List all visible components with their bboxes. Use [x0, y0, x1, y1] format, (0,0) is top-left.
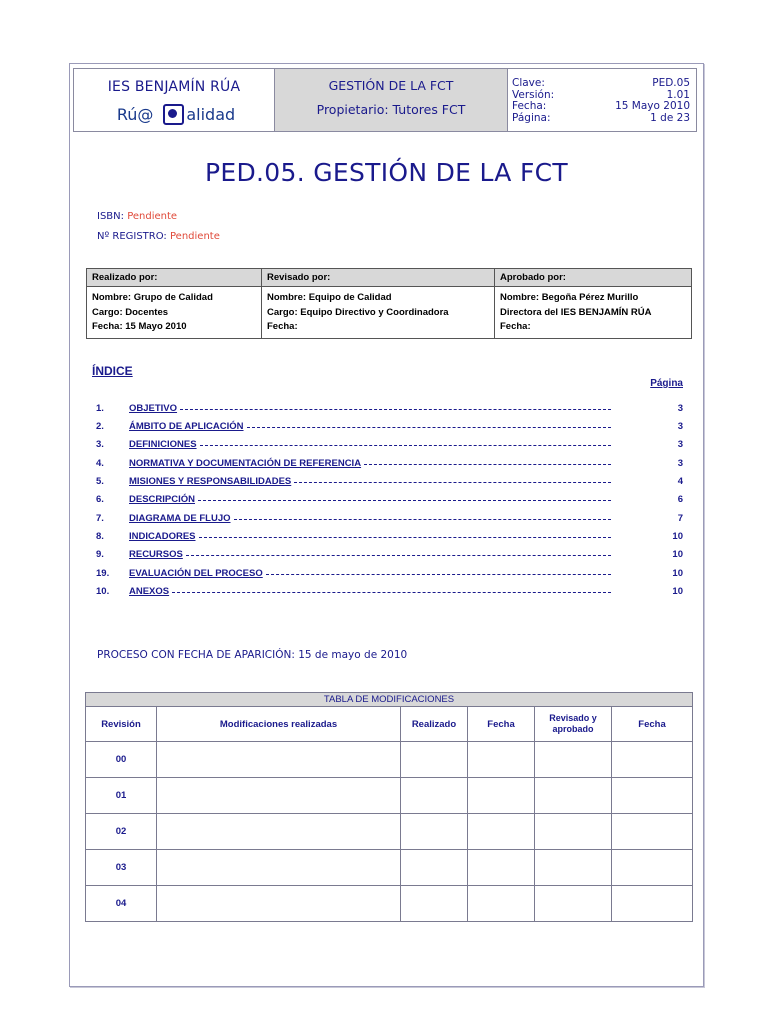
table-row: [86, 778, 693, 814]
modifications-caption: TABLA DE MODIFICACIONES: [86, 693, 693, 707]
revisado-cell: [262, 287, 495, 339]
index-item-page: 10: [672, 567, 683, 579]
info-row-pagina: [512, 113, 690, 125]
index-item-page: 6: [677, 493, 683, 505]
index-item-leader: [180, 409, 611, 410]
realizado-cell: [401, 886, 468, 922]
realizado-nombre: Nombre: Grupo de Calidad: [92, 292, 213, 303]
index-item-link[interactable]: RECURSOS: [129, 548, 183, 560]
info-value: PED.05: [652, 77, 690, 89]
index-page-header: Página: [650, 378, 683, 389]
col-revisado-aprobado: Revisado y aprobado: [535, 707, 612, 742]
fecha-cell: [468, 886, 535, 922]
index-item[interactable]: [96, 401, 683, 415]
index-item-link[interactable]: DESCRIPCIÓN: [129, 493, 195, 505]
index-item-leader: [172, 592, 611, 593]
process-name: GESTIÓN DE LA FCT: [328, 78, 454, 93]
document-page: [69, 63, 704, 987]
col-modificaciones: Modificaciones realizadas: [157, 707, 401, 742]
process-date: PROCESO CON FECHA DE APARICIÓN: 15 de mayo de 2010: [97, 649, 408, 661]
index-item-number: 19.: [96, 567, 110, 579]
index-item-leader: [247, 427, 611, 428]
info-label: Fecha:: [512, 100, 547, 112]
info-value: 1.01: [666, 88, 690, 101]
index-item[interactable]: [96, 566, 683, 580]
info-label: Clave:: [512, 77, 545, 89]
index-item-link[interactable]: ANEXOS: [129, 585, 170, 597]
modifications-table: [85, 692, 693, 922]
index-item-leader: [200, 445, 611, 446]
index-item-page: 3: [677, 438, 683, 450]
revision-number: 01: [86, 778, 157, 814]
index-item-link[interactable]: NORMATIVA Y DOCUMENTACIÓN DE REFERENCIA: [129, 457, 362, 469]
aprobado-fecha: Fecha:: [500, 321, 531, 332]
registro-label: Nº REGISTRO:: [97, 231, 167, 242]
index-item[interactable]: [96, 492, 683, 506]
fecha-cell: [468, 778, 535, 814]
modifications-header-row: [86, 707, 693, 742]
index-item-number: 1.: [96, 402, 104, 414]
index-item-page: 4: [677, 475, 683, 487]
revision-number: 04: [86, 886, 157, 922]
index-item[interactable]: [96, 584, 683, 598]
aprobado-cell: [535, 850, 612, 886]
index-item-page: 10: [672, 530, 683, 542]
index-item-page: 7: [677, 512, 683, 524]
index-item[interactable]: [96, 529, 683, 543]
document-title: PED.05. GESTIÓN DE LA FCT: [205, 158, 568, 187]
index-item-number: 10.: [96, 585, 110, 597]
process-owner: Propietario: Tutores FCT: [316, 102, 466, 117]
index-item-leader: [234, 519, 611, 520]
index-item-leader: [199, 537, 611, 538]
modifications-caption-row: [86, 693, 693, 707]
isbn-value: Pendiente: [127, 211, 178, 222]
aprobado-cell: [535, 778, 612, 814]
index-item-leader: [294, 482, 611, 483]
index-item-link[interactable]: ÁMBITO DE APLICACIÓN: [129, 420, 244, 432]
index-item[interactable]: [96, 547, 683, 561]
header-info-cell: [508, 69, 696, 131]
index-item-number: 2.: [96, 420, 104, 432]
aprobado-cell: [535, 742, 612, 778]
index-item-number: 7.: [96, 512, 104, 524]
header-revisado: Revisado por:: [262, 269, 495, 287]
table-row: [86, 742, 693, 778]
fecha-cell: [468, 742, 535, 778]
fecha-cell: [612, 742, 693, 778]
index-item-page: 3: [677, 402, 683, 414]
index-item-leader: [266, 574, 611, 575]
index-item-link[interactable]: OBJETIVO: [129, 402, 178, 414]
index-item-leader: [198, 500, 611, 501]
realizado-fecha: Fecha: 15 Mayo 2010: [92, 321, 187, 332]
fecha-cell: [612, 814, 693, 850]
realizado-cell: [401, 778, 468, 814]
index-item-page: 3: [677, 420, 683, 432]
modificacion-cell: [157, 778, 401, 814]
index-item-number: 5.: [96, 475, 104, 487]
col-fecha: Fecha: [468, 707, 535, 742]
registro-value: Pendiente: [170, 231, 220, 242]
aprobado-cell: [535, 886, 612, 922]
isbn-line: [97, 211, 177, 222]
table-row: [86, 886, 693, 922]
revisado-cargo: Cargo: Equipo Directivo y Coordinadora: [267, 306, 449, 318]
revision-number: 03: [86, 850, 157, 886]
revision-number: 00: [86, 742, 157, 778]
modificacion-cell: [157, 742, 401, 778]
index-item-link[interactable]: MISIONES Y RESPONSABILIDADES: [129, 475, 292, 487]
realizado-cargo: Cargo: Docentes: [92, 306, 169, 318]
index-item[interactable]: [96, 437, 683, 451]
revision-number: 02: [86, 814, 157, 850]
modificacion-cell: [157, 886, 401, 922]
table-row: [86, 814, 693, 850]
col-realizado: Realizado: [401, 707, 468, 742]
col-fecha-2: Fecha: [612, 707, 693, 742]
fecha-cell: [612, 778, 693, 814]
document-header: [73, 68, 697, 132]
realizado-cell: [87, 287, 262, 339]
index-item-number: 6.: [96, 493, 104, 505]
realizado-cell: [401, 850, 468, 886]
calidad-logo: [96, 99, 256, 129]
realizado-cell: [401, 742, 468, 778]
info-row-fecha: [512, 101, 690, 113]
logo-text-right: alidad: [186, 104, 236, 124]
table-row: [86, 850, 693, 886]
isbn-label: ISBN:: [97, 211, 125, 222]
aprobado-cell: [495, 287, 692, 339]
fecha-cell: [468, 850, 535, 886]
index-item-leader: [364, 464, 611, 465]
header-aprobado: Aprobado por:: [495, 269, 692, 287]
index-item-link[interactable]: EVALUACIÓN DEL PROCESO: [129, 567, 263, 579]
header-school-cell: [74, 69, 275, 131]
index-item[interactable]: [96, 456, 683, 470]
index-item[interactable]: [96, 419, 683, 433]
registro-line: [97, 231, 220, 242]
signatures-table: [86, 268, 692, 339]
info-row-clave: [512, 78, 690, 90]
school-name: IES BENJAMÍN RÚA: [107, 79, 241, 95]
aprobado-cargo: Directora del IES BENJAMÍN RÚA: [500, 306, 652, 318]
index-item[interactable]: [96, 511, 683, 525]
index-item[interactable]: [96, 474, 683, 488]
col-revision: Revisión: [86, 707, 157, 742]
fecha-cell: [612, 886, 693, 922]
index-item-number: 8.: [96, 530, 104, 542]
aprobado-cell: [535, 814, 612, 850]
header-process-cell: [275, 69, 508, 131]
logo-text-left: Rú@: [116, 104, 154, 124]
index-item-page: 10: [672, 548, 683, 560]
signatures-body-row: [87, 287, 692, 339]
index-item-leader: [186, 555, 611, 556]
aprobado-nombre: Nombre: Begoña Pérez Murillo: [500, 292, 639, 303]
logo-mark-icon: [163, 104, 184, 125]
index-item-link[interactable]: INDICADORES: [129, 530, 196, 542]
signatures-header-row: [87, 269, 692, 287]
fecha-cell: [612, 850, 693, 886]
info-label: Versión:: [512, 88, 555, 101]
info-value: 1 de 23: [650, 111, 690, 124]
fecha-cell: [468, 814, 535, 850]
header-realizado: Realizado por:: [87, 269, 262, 287]
info-value: 15 Mayo 2010: [615, 100, 690, 112]
revisado-fecha: Fecha:: [267, 321, 298, 332]
index-item-number: 9.: [96, 548, 104, 560]
realizado-cell: [401, 814, 468, 850]
index-item-link[interactable]: DEFINICIONES: [129, 438, 197, 450]
index-item-link[interactable]: DIAGRAMA DE FLUJO: [129, 512, 231, 524]
index-item-number: 4.: [96, 457, 104, 469]
index-item-page: 3: [677, 457, 683, 469]
info-label: Página:: [512, 111, 551, 124]
revisado-nombre: Nombre: Equipo de Calidad: [267, 292, 392, 303]
modificacion-cell: [157, 814, 401, 850]
index-title: ÍNDICE: [92, 364, 133, 378]
index-item-number: 3.: [96, 438, 104, 450]
index-item-page: 10: [672, 585, 683, 597]
modificacion-cell: [157, 850, 401, 886]
